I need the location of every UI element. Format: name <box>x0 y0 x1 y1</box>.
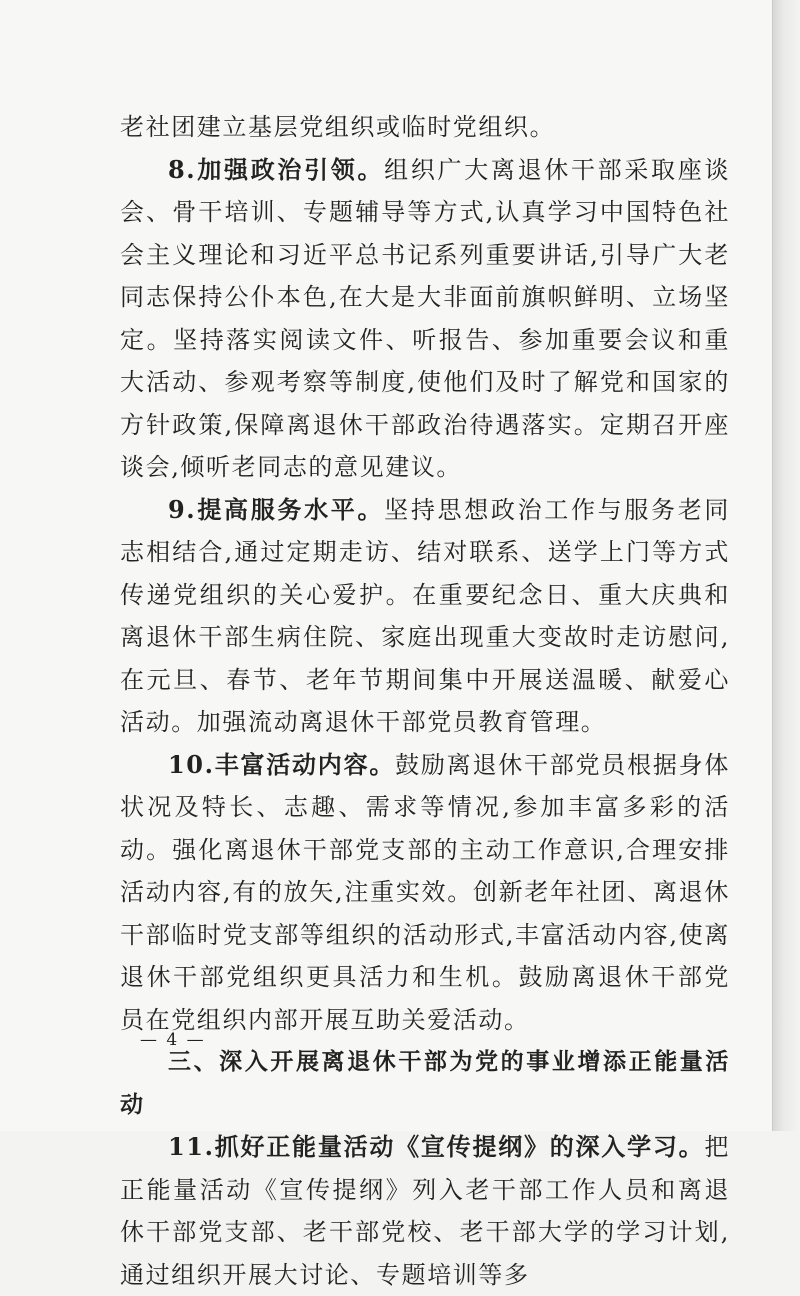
document-body <box>120 106 730 1296</box>
paragraph-11-body: 把正能量活动《宣传提纲》列入老干部工作人员和离退休干部党支部、老干部党校、老干部大学的学习计划,通过组织开展大讨论、专题培训等多 <box>120 1133 730 1289</box>
paragraph-9-body: 坚持思想政治工作与服务老同志相结合,通过定期走访、结对联系、送学上门等方式传递党组织的关心爱护。在重要纪念日、重大庆典和离退休干部生病住院、家庭出现重大变故时走访慰问,在元旦、春节、老年节期间集中开展送温暖、献爱心活动。加强流动离退休干部党员教育管理。 <box>120 495 730 736</box>
page-number: — 4 — <box>140 1030 206 1050</box>
paragraph-10-body: 鼓励离退休干部党员根据身体状况及特长、志趣、需求等情况,参加丰富多彩的活动。强化离退休干部党支部的主动工作意识,合理安排活动内容,有的放矢,注重实效。创新老年社团、离退休干部临时党支部等组织的活动形式,丰富活动内容,使离退休干部党组织更具活力和生机。鼓励离退休干部党员在党组织内部开展互助关爱活动。 <box>120 750 730 1034</box>
paragraph-10 <box>120 744 730 1042</box>
paragraph-8 <box>120 149 730 489</box>
paragraph-11-heading: 11.抓好正能量活动《宣传提纲》的深入学习。 <box>168 1132 705 1161</box>
section-heading-3: 三、深入开展离退休干部为党的事业增添正能量活动 <box>120 1049 730 1118</box>
paragraph-11 <box>120 1126 730 1296</box>
paragraph-9 <box>120 489 730 744</box>
paragraph-8-heading: 8.加强政治引领。 <box>168 154 385 184</box>
paragraph-9-heading: 9.提高服务水平。 <box>168 494 385 524</box>
scan-page-edge <box>772 0 800 1131</box>
paragraph-8-body: 组织广大离退休干部采取座谈会、骨干培训、专题辅导等方式,认真学习中国特色社会主义理论和习近平总书记系列重要讲话,引导广大老同志保持公仆本色,在大是大非面前旗帜鲜明、立场坚定。坚持落实阅读文件、听报告、参加重要会议和重大活动、参观考察等制度,使他们及时了解党和国家的方针政策,保障离退休干部政治待遇落实。定期召开座谈会,倾听老同志的意见建议。 <box>120 155 730 481</box>
paragraph-10-heading: 10.丰富活动内容。 <box>168 749 396 779</box>
paragraph-continuation: 老社团建立基层党组织或临时党组织。 <box>120 113 556 141</box>
